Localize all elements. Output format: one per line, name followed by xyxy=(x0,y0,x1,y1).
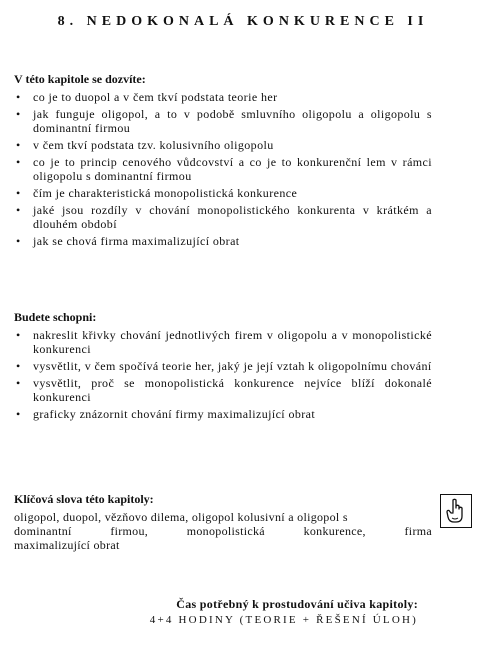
bullet-icon: • xyxy=(16,186,21,200)
bullet-icon: • xyxy=(16,234,21,248)
study-time-block xyxy=(0,597,418,626)
list-item-text: nakreslit křivky chování jednotlivých firem v oligopolu a v monopolistické konkurenci xyxy=(33,328,432,356)
skills-list xyxy=(14,328,432,421)
chapter-title: 8. NEDOKONALÁ KONKURENCE II xyxy=(57,14,429,29)
list-item xyxy=(14,186,432,200)
list-item-text: čím je charakteristická monopolistická konkurence xyxy=(33,186,298,200)
list-item xyxy=(14,155,432,183)
bullet-icon: • xyxy=(16,107,21,121)
list-item xyxy=(14,90,432,104)
keywords-line: maximalizující obrat xyxy=(14,538,120,552)
study-time-value: 4+4 HODINY (TEORIE + ŘEŠENÍ ÚLOH) xyxy=(149,614,418,626)
list-item xyxy=(14,138,432,152)
learn-list xyxy=(14,90,432,248)
skills-heading: Budete schopni: xyxy=(14,310,97,324)
list-item xyxy=(14,359,432,373)
list-item xyxy=(14,203,432,231)
list-item-text: vysvětlit, v čem spočívá teorie her, jaký je její vztah k oligopolnímu chování xyxy=(33,359,432,373)
list-item xyxy=(14,107,432,135)
list-item-text: jak funguje oligopol, a to v podobě smluvního oligopolu a oligopolu s dominantní firmou xyxy=(33,107,432,135)
skills-section xyxy=(14,310,432,424)
learn-heading: V této kapitole se dozvíte: xyxy=(14,72,146,86)
study-time-label: Čas potřebný k prostudování učiva kapitoly: xyxy=(176,597,418,611)
keywords-line: dominantní firmou, monopolistická konkurence, firma xyxy=(14,524,432,538)
list-item-text: v čem tkví podstata tzv. kolusivního oligopolu xyxy=(33,138,274,152)
list-item-text: jak se chová firma maximalizující obrat xyxy=(33,234,240,248)
bullet-icon: • xyxy=(16,155,21,169)
list-item xyxy=(14,376,432,404)
bullet-icon: • xyxy=(16,90,21,104)
bullet-icon: • xyxy=(16,376,21,390)
bullet-icon: • xyxy=(16,203,21,217)
bullet-icon: • xyxy=(16,328,21,342)
list-item-text: graficky znázornit chování firmy maximalizující obrat xyxy=(33,407,316,421)
list-item-text: co je to princip cenového vůdcovství a co je to konkurenční lem v rámci oligopolu s dominantní firmou xyxy=(33,155,432,183)
list-item-text: jaké jsou rozdíly v chování monopolistického konkurenta v krátkém a dlouhém období xyxy=(33,203,432,231)
list-item xyxy=(14,234,432,248)
keywords-icon-box xyxy=(440,494,472,528)
list-item-text: vysvětlit, proč se monopolistická konkurence nejvíce blíží dokonalé konkurenci xyxy=(33,376,432,404)
list-item xyxy=(14,407,432,421)
keywords-text xyxy=(14,510,432,552)
keywords-line: oligopol, duopol, vězňovo dilema, oligopol kolusivní a oligopol s xyxy=(14,510,348,524)
bullet-icon: • xyxy=(16,407,21,421)
learn-section xyxy=(14,72,432,251)
list-item-text: co je to duopol a v čem tkví podstata teorie her xyxy=(33,90,278,104)
bullet-icon: • xyxy=(16,359,21,373)
pointing-hand-icon xyxy=(445,498,467,524)
keywords-heading: Klíčová slova této kapitoly: xyxy=(14,492,154,506)
keywords-section xyxy=(14,492,432,552)
bullet-icon: • xyxy=(16,138,21,152)
list-item xyxy=(14,328,432,356)
